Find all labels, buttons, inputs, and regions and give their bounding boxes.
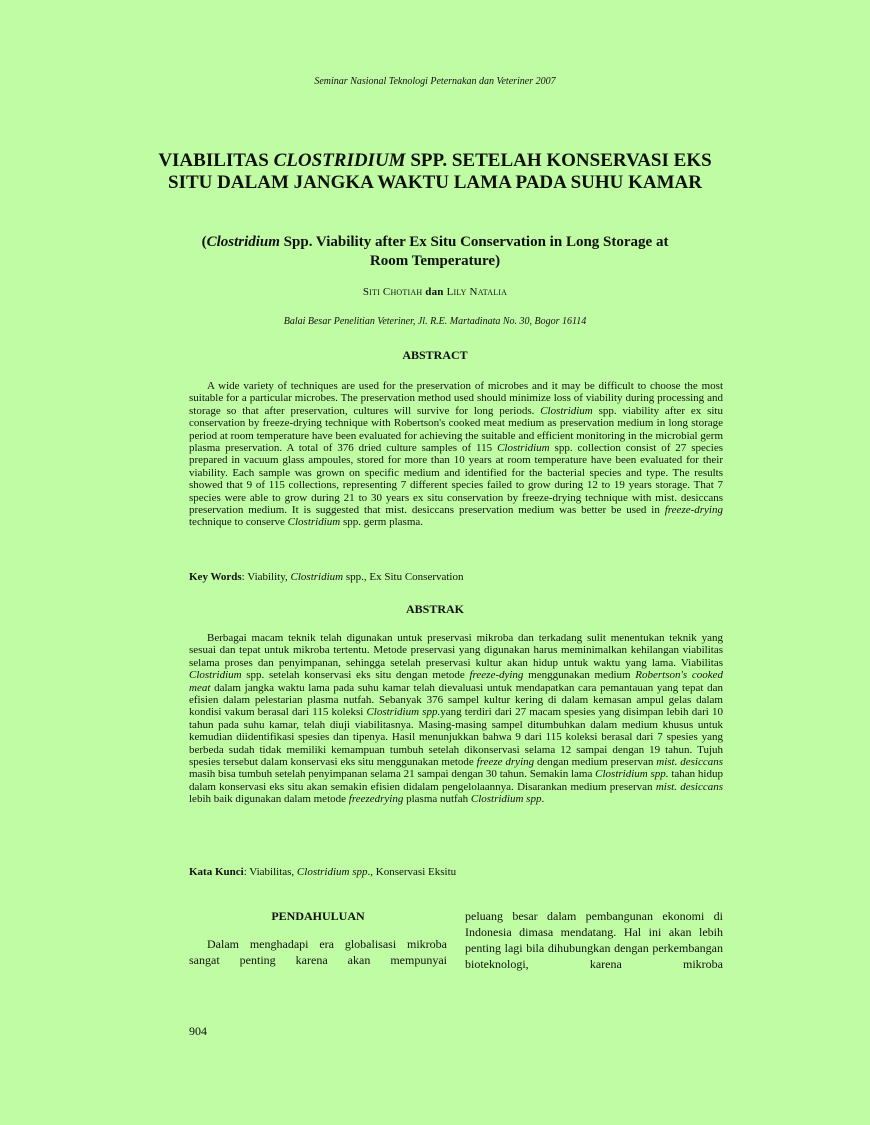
kata-kunci	[189, 866, 723, 878]
abstrak-italic: freezedrying	[348, 793, 404, 806]
paper-subtitle	[190, 233, 680, 271]
abstrak-seg: yang terdiri dari 27 macam spesies yang disimpan lebih dari 10 tahun pada suhu kamar, telah diuji viabilitasnya. Masing-masing sampel ditumbuhkan dalam medium khusus untuk kemudian diidentifikasi spesies dan tipenya. Hasil menunjukkan bahwa 9 dari 115 koleksi berasal dari 7 spesies yang berbeda sudah tidak memiliki kemampuan tumbuh setelah dikonservasi selama 12 sampai dengan 19 tahun. Tujuh spesies tersebut dalam konservasi eks situ menggunakan metode	[189, 706, 723, 769]
abstrak-heading: ABSTRAK	[405, 602, 464, 616]
title-italic: CLOSTRIDIUM	[273, 150, 406, 171]
author-and: dan	[425, 286, 444, 298]
author-1: Siti Chotiah	[362, 286, 423, 298]
author-2: Lily Natalia	[446, 286, 508, 298]
subtitle-italic: Clostridium	[206, 234, 280, 250]
abstrak-italic: Clostridium spp.	[595, 768, 669, 781]
intro-heading: PENDAHULUAN	[271, 909, 365, 923]
abstract-seg: spp. viability after ex situ conservation by freeze-drying technique with Robertson's cooked meat medium as preservation medium in long storage period at room temperature have been evaluated for achieving the suitable and efficient monitoring in the microbial germ plasma preservation. A total of 376 dried culture samples of 115	[189, 404, 723, 455]
abstract-seg: spp. collection consist of 27 species prepared in vacuum glass ampoules, stored for more than 10 years at room temperature have been evaluated for their viability. Each sample was grown on specific medium and identified for the bacterial species and type. The results showed that 9 of 115 collections, representing 7 different species failed to grow during 12 to 19 years storage. That 7 species were able to grow during 21 to 30 years ex situ conservation by freeze-drying technique with mist. desiccans preservation medium. It is suggested that mist. desiccans preservation medium was better be used in	[189, 442, 723, 517]
abstrak-italic: mist. desiccans	[655, 780, 723, 793]
abstrak-italic: freeze-dying	[469, 669, 524, 682]
intro-right-column: peluang besar dalam pembangunan ekonomi di Indonesia dimasa mendatang. Hal ini akan lebih penting lagi bila dihubungkan dengan perkembangan bioteknologi, karena mikroba	[465, 909, 723, 971]
abstrak-seg: Berbagai macam teknik telah digunakan untuk preservasi mikroba dan terkadang sulit menentukan teknik yang sesuai dan tepat untuk mikroba tertentu. Metode preservasi yang digunakan harus meminimalkan kehilangan viabilitas selama proses dan penyimpanan, sehingga setelah preservasi kultur akan hidup untuk waktu yang lama. Viabilitas	[189, 632, 723, 669]
title-part1: VIABILITAS	[158, 150, 274, 171]
key-words-text: : Viability,	[241, 571, 291, 583]
abstract-italic: Clostridium	[287, 516, 341, 529]
key-words-text: spp., Ex Situ Conservation	[343, 571, 464, 583]
paper-title	[150, 150, 720, 194]
page-number: 904	[189, 1024, 207, 1038]
abstract-italic: Clostridium	[540, 404, 593, 417]
intro-left-text: Dalam menghadapi era globalisasi mikroba sangat penting karena akan mempunyai	[189, 937, 447, 967]
abstrak-seg: masih bisa tumbuh setelah penyimpanan selama 21 sampai dengan 30 tahun. Semakin lama	[189, 768, 596, 781]
abstract-heading: ABSTRACT	[402, 348, 468, 362]
key-words	[189, 571, 723, 583]
kata-kunci-label: Kata Kunci	[189, 866, 244, 878]
abstract-italic: freeze-drying	[664, 504, 723, 517]
abstrak-seg: menggunakan medium	[523, 669, 636, 682]
abstrak-italic: Clostridium spp.	[366, 706, 441, 719]
abstract-seg: spp. germ plasma.	[340, 516, 424, 529]
authors	[0, 286, 870, 298]
abstrak-italic: Clostridium spp	[470, 793, 542, 806]
kata-kunci-text: : Viabilitas,	[243, 866, 297, 878]
subtitle-rest: Spp. Viability after Ex Situ Conservation in Long Storage at Room Temperature	[279, 234, 669, 269]
abstract-text	[189, 380, 723, 529]
abstrak-seg: plasma nutfah	[403, 793, 471, 806]
abstrak-seg: spp. setelah konservasi eks situ dengan metode	[241, 669, 470, 682]
abstrak-seg: dalam jangka waktu lama pada suhu kamar telah dievaluasi untuk mendapatkan cara pemantauan yang tepat dan efisien dalam pelestarian plasma nutfah. Sebanyak 376 sampel kultur kering di dalam kemasan ampul gelas dalam kondisi vakum berasal dari 115 koleksi	[189, 681, 723, 719]
abstrak-text	[189, 632, 723, 806]
abstrak-seg: .	[541, 793, 545, 806]
abstract-seg: technique to conserve	[189, 516, 288, 529]
abstrak-italic: freeze drying	[476, 756, 535, 769]
abstrak-italic: Robertson's cooked meat	[189, 669, 723, 694]
affiliation: Balai Besar Penelitian Veteriner, Jl. R.E. Martadinata No. 30, Bogor 16114	[283, 316, 587, 327]
abstrak-seg: lebih baik digunakan dalam metode	[189, 793, 349, 806]
abstract-seg: A wide variety of techniques are used for the preservation of microbes and it may be difficult to choose the most suitable for a particular microbes. The preservation method used should minimize loss of viability during processing and storage so that after preservation, cultures will survive for long periods.	[189, 380, 723, 417]
key-words-label: Key Words	[189, 571, 242, 583]
key-words-italic: Clostridium	[290, 571, 344, 583]
kata-kunci-italic: Clostridium spp	[296, 866, 368, 878]
abstrak-italic: mist. desiccans	[656, 756, 723, 769]
abstract-italic: Clostridium	[497, 442, 550, 455]
running-header: Seminar Nasional Teknologi Peternakan dan Veteriner 2007	[314, 76, 556, 87]
intro-left-column	[189, 908, 447, 968]
subtitle-open: (	[201, 234, 207, 250]
title-part2: SPP. SETELAH KONSERVASI EKS SITU DALAM JANGKA WAKTU LAMA PADA SUHU KAMAR	[168, 150, 712, 193]
abstrak-seg: tahan hidup dalam konservasi eks situ akan semakin efisien didalam pengelolaannya. Disarankan medium preservan	[189, 768, 723, 793]
subtitle-close: )	[495, 253, 501, 269]
abstrak-seg: dengan medium preservan	[534, 756, 657, 769]
abstrak-italic: Clostridium	[189, 669, 242, 682]
kata-kunci-text: ., Konservasi Eksitu	[367, 866, 457, 878]
